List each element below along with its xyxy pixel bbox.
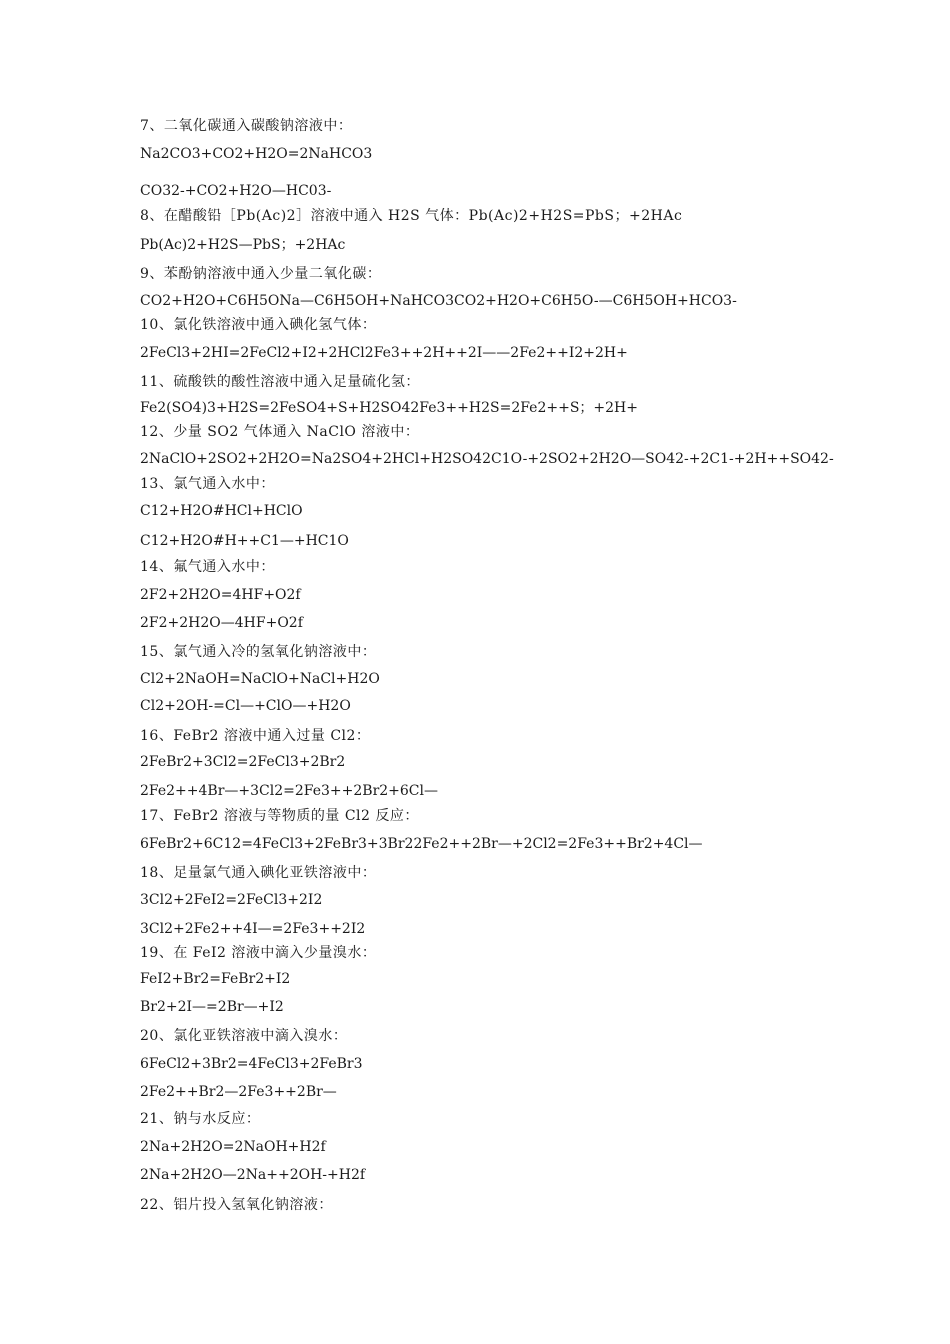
heading-7: 7、二氧化碳通入碳酸钠溶液中： [140, 118, 353, 134]
heading-19: 19、在 FeI2 溶液中滴入少量溴水： [140, 945, 377, 961]
equation-21-ionic: 2Na+2H2O—2Na++2OH-+H2f [140, 1167, 366, 1183]
equation-7-ionic: CO32-+CO2+H2O—HC03- [140, 183, 332, 199]
equation-13-ionic: C12+H2O#H++C1—+HC1O [140, 533, 349, 549]
heading-15: 15、氯气通入冷的氢氧化钠溶液中： [140, 644, 377, 660]
equation-14-ionic: 2F2+2H2O—4HF+O2f [140, 615, 303, 631]
equation-21-molecular: 2Na+2H2O=2NaOH+H2f [140, 1139, 326, 1155]
equation-8-ionic: Pb(Ac)2+H2S—PbS；+2HAc [140, 237, 346, 253]
equation-19-molecular: FeI2+Br2=FeBr2+I2 [140, 971, 291, 987]
equation-12: 2NaClO+2SO2+2H2O=Na2SO4+2HCl+H2SO42C1O-+2SO2+2H2O—SO42-+2C1-+2H++SO42- [140, 451, 834, 467]
heading-8: 8、在醋酸铅［Pb(Ac)2］溶液中通入 H2S 气体：Pb(Ac)2+H2S=PbS；+2HAc [140, 208, 683, 224]
equation-7-molecular: Na2CO3+CO2+H2O=2NaHCO3 [140, 146, 373, 162]
equation-15-ionic: Cl2+2OH-=Cl—+ClO—+H2O [140, 698, 351, 714]
heading-22: 22、铝片投入氢氧化钠溶液： [140, 1197, 333, 1213]
heading-13: 13、氯气通入水中： [140, 476, 275, 492]
equation-20-ionic: 2Fe2++Br2—2Fe3++2Br— [140, 1084, 337, 1100]
equation-9: CO2+H2O+C6H5ONa—C6H5OH+NaHCO3CO2+H2O+C6H5O-—C6H5OH+HCO3- [140, 293, 737, 309]
equation-20-molecular: 6FeCl2+3Br2=4FeCl3+2FeBr3 [140, 1056, 363, 1072]
heading-12: 12、少量 SO2 气体通入 NaClO 溶液中： [140, 424, 420, 440]
equation-15-molecular: Cl2+2NaOH=NaClO+NaCl+H2O [140, 671, 380, 687]
heading-9: 9、苯酚钠溶液中通入少量二氧化碳： [140, 266, 382, 282]
equation-18-molecular: 3Cl2+2FeI2=2FeCl3+2I2 [140, 892, 323, 908]
heading-21: 21、钠与水反应： [140, 1111, 261, 1127]
heading-20: 20、氯化亚铁溶液中滴入溴水： [140, 1028, 348, 1044]
heading-10: 10、氯化铁溶液中通入碘化氢气体： [140, 317, 377, 333]
heading-18: 18、足量氯气通入碘化亚铁溶液中： [140, 865, 377, 881]
heading-14: 14、氟气通入水中： [140, 559, 275, 575]
heading-16: 16、FeBr2 溶液中通入过量 Cl2： [140, 728, 371, 744]
equation-14-molecular: 2F2+2H2O=4HF+O2f [140, 587, 301, 603]
equation-16-ionic: 2Fe2++4Br—+3Cl2=2Fe3++2Br2+6Cl— [140, 783, 438, 799]
equation-16-molecular: 2FeBr2+3Cl2=2FeCl3+2Br2 [140, 754, 346, 770]
equation-10: 2FeCl3+2HI=2FeCl2+I2+2HCl2Fe3++2H++2I——2Fe2++I2+2H+ [140, 345, 628, 361]
heading-11: 11、硫酸铁的酸性溶液中通入足量硫化氢： [140, 374, 420, 390]
equation-17: 6FeBr2+6C12=4FeCl3+2FeBr3+3Br22Fe2++2Br—+2Cl2=2Fe3++Br2+4Cl— [140, 836, 703, 852]
equation-13-molecular: C12+H2O#HCl+HClO [140, 503, 303, 519]
equation-18-ionic: 3Cl2+2Fe2++4I—=2Fe3++2I2 [140, 921, 366, 937]
heading-17: 17、FeBr2 溶液与等物质的量 Cl2 反应： [140, 808, 419, 824]
equation-11: Fe2(SO4)3+H2S=2FeSO4+S+H2SO42Fe3++H2S=2Fe2++S；+2H+ [140, 400, 638, 416]
equation-19-ionic: Br2+2I—=2Br—+I2 [140, 999, 284, 1015]
